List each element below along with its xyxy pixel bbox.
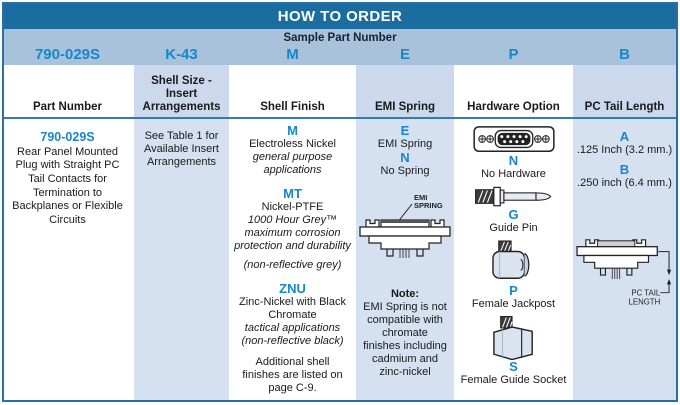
part-number-code: 790-029S xyxy=(40,130,95,144)
finish-mt-name: Nickel-PTFE xyxy=(261,200,324,213)
cell-pc-tail-length xyxy=(573,119,676,400)
column-header-row xyxy=(4,65,676,119)
header-hardware-option xyxy=(457,65,570,117)
pc-tail-option-b xyxy=(573,163,676,190)
guide-pin-diagram xyxy=(470,186,558,208)
pc-tail-diagram-label-line2: LENGTH xyxy=(628,297,660,307)
finish-option-znu xyxy=(232,282,353,348)
header-shell-finish xyxy=(232,65,353,117)
finish-znu-detail2: (non-reflective black) xyxy=(241,334,344,347)
hardware-option-n xyxy=(457,124,570,180)
sample-code-part-number: 790-029S xyxy=(34,46,101,63)
pc-tail-b-label: .250 inch (6.4 mm.) xyxy=(577,176,672,189)
emi-n-code: N xyxy=(400,149,410,165)
hardware-p-code: P xyxy=(509,283,518,298)
header-part-number xyxy=(4,65,131,117)
finish-m-name: Electroless Nickel xyxy=(249,138,336,150)
header-part-number-label: Part Number xyxy=(32,101,103,114)
header-emi-spring xyxy=(356,65,454,117)
sample-code-hardware: P xyxy=(508,46,519,63)
hardware-p-label: Female Jackpost xyxy=(471,298,556,310)
cell-shell-size xyxy=(134,119,229,400)
how-to-order-table xyxy=(2,2,678,402)
header-shell-finish-label: Shell Finish xyxy=(260,101,325,114)
emi-note xyxy=(356,288,454,379)
hardware-option-s xyxy=(457,316,570,386)
sample-part-number-band xyxy=(4,29,676,65)
hardware-s-label: Female Guide Socket xyxy=(460,374,567,386)
emi-spring-diagram xyxy=(357,188,453,280)
finish-option-mt xyxy=(232,187,353,272)
sample-code-pc-tail: B xyxy=(619,46,630,63)
table-body-row xyxy=(4,119,676,400)
header-emi-spring-label: EMI Spring xyxy=(374,101,436,114)
header-hardware-option-label: Hardware Option xyxy=(467,101,560,114)
hardware-g-label: Guide Pin xyxy=(489,222,538,234)
header-shell-size-line2: Insert xyxy=(165,88,198,101)
pc-tail-length-diagram xyxy=(574,232,676,324)
finish-mt-detail2: maximum corrosion protection and durability xyxy=(234,226,351,252)
part-number-description: Rear Panel Mounted Plug with Straight PC Tail Contacts for Termination to Backplanes or Flexible Circuits xyxy=(12,145,123,226)
finish-znu-detail1: tactical applications xyxy=(244,321,341,334)
header-pc-tail-length-label: PC Tail Length xyxy=(584,101,665,114)
finish-mt-detail1: 1000 Hour Grey™ xyxy=(247,213,338,226)
cell-part-number xyxy=(4,119,131,400)
sample-codes-row xyxy=(4,46,676,65)
cell-shell-finish xyxy=(232,119,353,400)
shell-size-note: See Table 1 for Available Insert Arrangements xyxy=(143,130,219,168)
sample-code-shell-size: K-43 xyxy=(165,46,198,63)
emi-n-label: No Spring xyxy=(380,164,430,177)
table-title: HOW TO ORDER xyxy=(4,4,676,29)
pc-tail-diagram-label-line1: PC TAIL xyxy=(630,288,660,298)
finish-m-detail: general purpose applications xyxy=(252,150,333,176)
pc-tail-option-a xyxy=(573,130,676,157)
pc-tail-b-code: B xyxy=(619,161,630,177)
hardware-option-p xyxy=(457,240,570,310)
finish-mt-code: MT xyxy=(283,185,302,201)
finish-znu-code: ZNU xyxy=(279,280,306,296)
cell-hardware-option xyxy=(457,119,570,400)
finish-znu-name: Zinc-Nickel with Black Chromate xyxy=(239,295,346,321)
finish-option-m xyxy=(232,124,353,177)
hardware-g-code: G xyxy=(508,207,519,222)
finish-footer-note: Additional shell finishes are listed on page C-9. xyxy=(242,355,343,394)
header-shell-size-line3: Arrangements xyxy=(142,101,221,114)
sample-code-emi-spring: E xyxy=(399,46,410,63)
emi-option-e xyxy=(356,124,454,151)
finish-mt-detail3: (non-reflective grey) xyxy=(243,258,342,271)
emi-diagram-label-line1: EMI xyxy=(414,192,428,202)
hardware-s-code: S xyxy=(509,359,518,374)
emi-option-n xyxy=(356,151,454,178)
hardware-option-g xyxy=(457,186,570,234)
emi-e-code: E xyxy=(400,123,410,138)
header-shell-size-line1: Shell Size - xyxy=(151,75,212,88)
pc-tail-a-label: .125 Inch (3.2 mm.) xyxy=(576,144,673,156)
emi-note-body: EMI Spring is not compatible with chromate finishes including cadmium and zinc-nickel xyxy=(363,300,447,378)
sample-part-number-label: Sample Part Number xyxy=(283,32,397,44)
header-pc-tail-length xyxy=(573,65,676,117)
no-hardware-connector-diagram xyxy=(470,124,558,154)
emi-note-title: Note: xyxy=(390,287,420,300)
sample-code-shell-finish: M xyxy=(286,46,299,63)
header-shell-size xyxy=(134,65,229,117)
cell-emi-spring xyxy=(356,119,454,400)
hardware-n-code: N xyxy=(508,153,519,168)
hardware-n-label: No Hardware xyxy=(481,168,546,180)
emi-diagram-label-line2: SPRING xyxy=(414,200,443,210)
female-jackpost-diagram xyxy=(488,240,540,284)
emi-e-label: EMI Spring xyxy=(377,138,433,150)
finish-m-code: M xyxy=(287,123,298,138)
pc-tail-a-code: A xyxy=(619,129,630,144)
female-guide-socket-diagram xyxy=(487,316,541,360)
